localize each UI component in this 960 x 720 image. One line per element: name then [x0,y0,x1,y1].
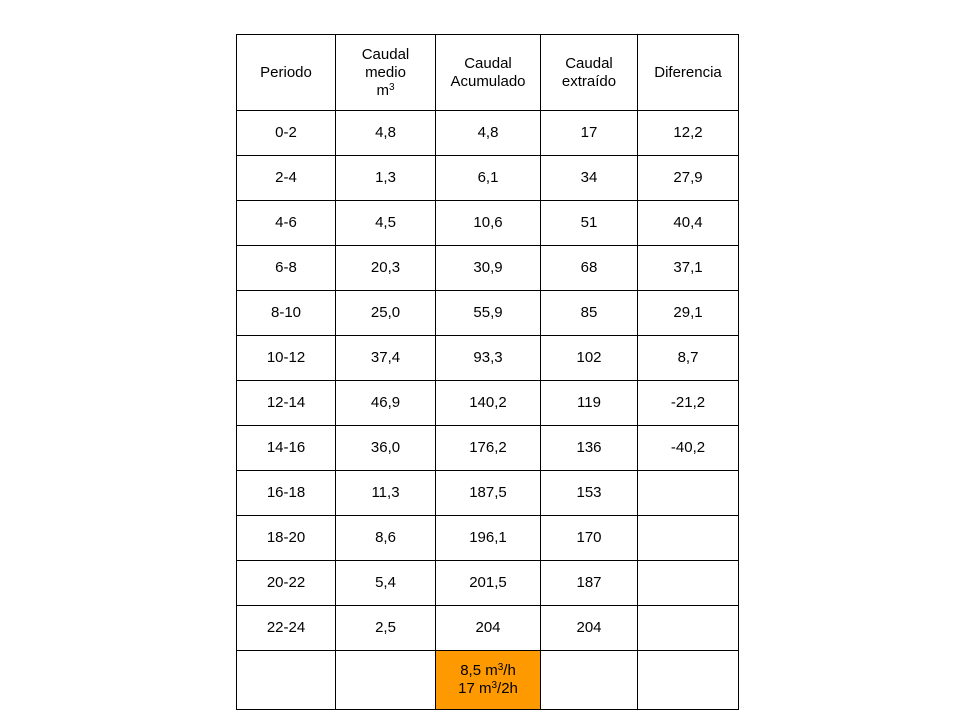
cell-caudal-extraido: 170 [541,516,638,561]
cell-periodo: 4-6 [237,201,336,246]
cell-caudal-medio: 4,5 [336,201,436,246]
footer-row [237,651,739,710]
cell-diferencia: 27,9 [638,156,739,201]
cell-caudal-medio: 36,0 [336,426,436,471]
cell-caudal-acumulado: 6,1 [436,156,541,201]
header-caudal-medio-line2: medio [365,63,406,81]
cell-caudal-extraido: 51 [541,201,638,246]
cell-caudal-medio: 46,9 [336,381,436,426]
cell-caudal-medio: 11,3 [336,471,436,516]
cell-periodo: 0-2 [237,111,336,156]
cell-caudal-acumulado: 140,2 [436,381,541,426]
header-caudal-medio-unit [336,82,435,100]
highlight-rate-two-hourly: 17 $m^3/2h$ [458,680,518,697]
table-row [237,516,739,561]
header-periodo-label: Periodo [260,63,312,81]
cell-caudal-extraido: 136 [541,426,638,471]
cell-caudal-acumulado: 196,1 [436,516,541,561]
cell-diferencia: 40,4 [638,201,739,246]
cell-caudal-extraido: 187 [541,561,638,606]
footer-empty-cell [638,651,739,710]
cell-caudal-extraido: 102 [541,336,638,381]
footer-empty-cell [336,651,436,710]
header-caudal-extraido-line1: Caudal [565,54,613,72]
cell-caudal-acumulado: 10,6 [436,201,541,246]
table-row [237,156,739,201]
footer-empty-cell [237,651,336,710]
unit-exponent: 3 [388,81,395,93]
cell-periodo: 22-24 [237,606,336,651]
header-caudal-extraido [541,35,638,111]
header-periodo [237,35,336,111]
table-row [237,111,739,156]
table-row [237,336,739,381]
cell-caudal-extraido: 119 [541,381,638,426]
table-row [237,471,739,516]
table-row [237,201,739,246]
header-row [237,35,739,111]
cell-periodo: 12-14 [237,381,336,426]
cell-periodo: 6-8 [237,246,336,291]
cell-diferencia [638,516,739,561]
table-body [237,111,739,710]
cell-periodo: 16-18 [237,471,336,516]
cell-diferencia: 12,2 [638,111,739,156]
cell-caudal-medio: 25,0 [336,291,436,336]
cell-caudal-extraido: 17 [541,111,638,156]
table-row [237,381,739,426]
footer-empty-cell [541,651,638,710]
cell-periodo: 14-16 [237,426,336,471]
cell-caudal-medio: 8,6 [336,516,436,561]
cell-caudal-medio: 5,4 [336,561,436,606]
cell-caudal-acumulado: 187,5 [436,471,541,516]
table-row [237,561,739,606]
cell-periodo: 8-10 [237,291,336,336]
header-caudal-acumulado [436,35,541,111]
cell-caudal-extraido: 85 [541,291,638,336]
cell-caudal-extraido: 153 [541,471,638,516]
table-row [237,246,739,291]
cell-caudal-acumulado: 55,9 [436,291,541,336]
cell-diferencia: 29,1 [638,291,739,336]
flow-table [236,34,739,710]
cell-diferencia: 8,7 [638,336,739,381]
cell-periodo: 2-4 [237,156,336,201]
table-row [237,606,739,651]
header-caudal-medio [336,35,436,111]
cell-periodo: 20-22 [237,561,336,606]
cell-caudal-acumulado: 4,8 [436,111,541,156]
header-diferencia-label: Diferencia [654,63,722,81]
table-row [237,291,739,336]
cell-periodo: 18-20 [237,516,336,561]
header-caudal-acumulado-line2: Acumulado [450,72,526,90]
cell-caudal-medio: 4,8 [336,111,436,156]
cell-caudal-acumulado: 30,9 [436,246,541,291]
cell-caudal-acumulado: 93,3 [436,336,541,381]
cell-caudal-extraido: 34 [541,156,638,201]
cell-caudal-extraido: 204 [541,606,638,651]
cell-caudal-acumulado: 204 [436,606,541,651]
cell-caudal-medio: 2,5 [336,606,436,651]
unit-base: m [376,81,389,99]
cell-periodo: 10-12 [237,336,336,381]
cell-caudal-medio: 1,3 [336,156,436,201]
table-row [237,426,739,471]
cell-diferencia [638,471,739,516]
cell-diferencia: -40,2 [638,426,739,471]
cell-diferencia: 37,1 [638,246,739,291]
cell-caudal-medio: 20,3 [336,246,436,291]
cell-diferencia [638,561,739,606]
highlighted-flow-cell [436,651,541,710]
cell-diferencia: -21,2 [638,381,739,426]
cell-caudal-acumulado: 201,5 [436,561,541,606]
cell-diferencia [638,606,739,651]
header-caudal-acumulado-line1: Caudal [464,54,512,72]
cell-caudal-extraido: 68 [541,246,638,291]
cell-caudal-acumulado: 176,2 [436,426,541,471]
highlight-rate-hourly: 8,5 $m^3/h$ [460,662,516,679]
header-diferencia [638,35,739,111]
cell-caudal-medio: 37,4 [336,336,436,381]
header-caudal-medio-line1: Caudal [361,45,410,63]
header-caudal-extraido-line2: extraído [561,72,617,90]
